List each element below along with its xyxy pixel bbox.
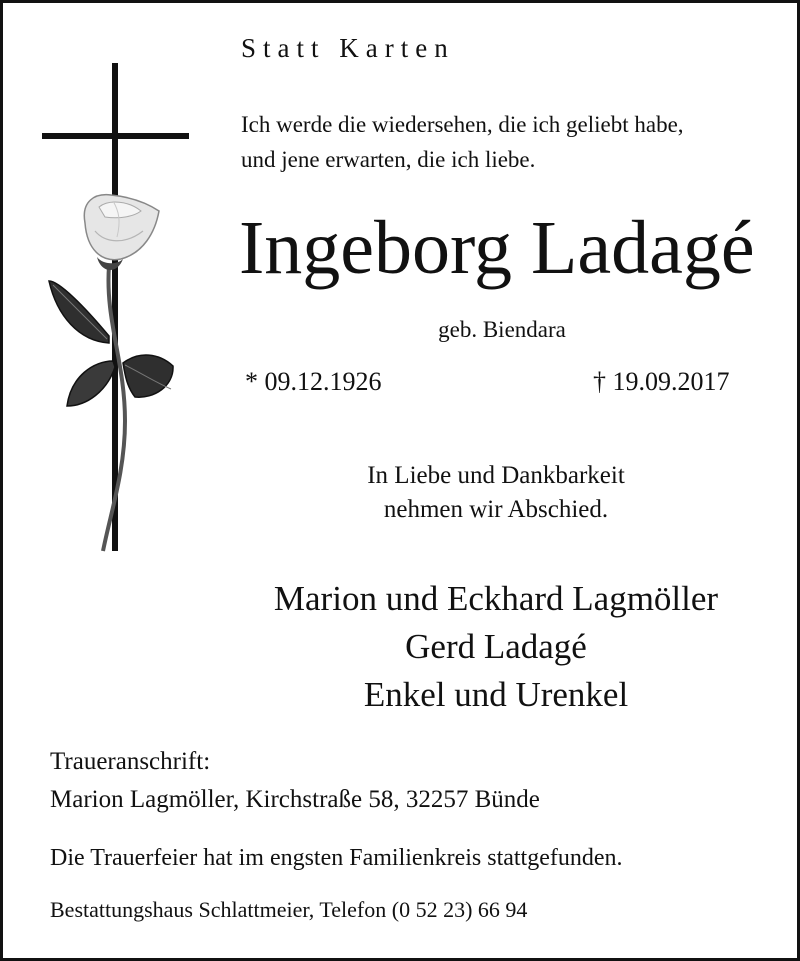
address-label: Traueranschrift: <box>50 748 211 775</box>
death-date: † 19.09.2017 <box>593 367 730 396</box>
farewell-line-2: nehmen wir Abschied. <box>383 496 609 523</box>
farewell-message <box>241 459 751 527</box>
birth-date: * 09.12.1926 <box>245 367 382 396</box>
ceremony-note: Die Trauerfeier hat im engsten Familienkreis stattgefunden. <box>50 845 623 871</box>
mourner-entry: Enkel und Urenkel <box>363 675 629 714</box>
farewell-line-1: In Liebe und Dankbarkeit <box>367 462 625 489</box>
deceased-name: Ingeborg Ladagé <box>239 206 755 290</box>
address-value: Marion Lagmöller, Kirchstraße 58, 32257 Bünde <box>50 786 540 813</box>
birth-name: geb. Biendara <box>438 317 566 342</box>
rose-icon <box>49 195 173 551</box>
mourner-entry: Marion und Eckhard Lagmöller <box>273 579 719 618</box>
undertaker-contact: Bestattungshaus Schlattmeier, Telefon (0 52 23) 66 94 <box>50 897 528 922</box>
quote-line-1: Ich werde die wiedersehen, die ich geliebt habe, <box>241 112 684 137</box>
quote-line-2: und jene erwarten, die ich liebe. <box>241 147 536 172</box>
mourner-entry: Gerd Ladagé <box>405 627 587 666</box>
cross-with-rose-illustration <box>39 61 199 561</box>
memorial-quote <box>241 107 684 177</box>
notice-heading: Statt Karten <box>241 33 455 63</box>
mourners-list <box>241 575 751 719</box>
mourning-address <box>50 743 540 819</box>
